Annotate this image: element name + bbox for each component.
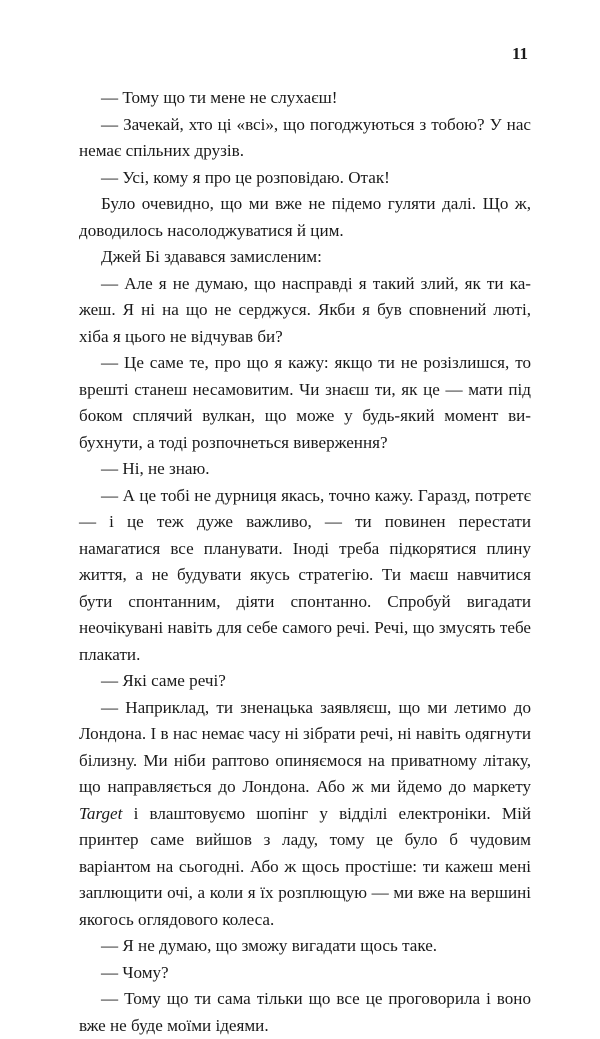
- page-number: 11: [511, 44, 528, 63]
- paragraph-4: Було очевидно, що ми вже не підемо гуляти далі. Що ж, доводилось насолоджуватися й цим.: [79, 194, 531, 240]
- paragraph-7: — Це саме те, про що я кажу: якщо ти не розізлишся, то врешті станеш несамовитим. Чи знаєш ти, як це — мати під боком сплячий вулкан, що може у будь-який момент вибухнути, а тоді розпочнеться виверження?: [79, 353, 531, 452]
- paragraph-10: — Які саме речі?: [101, 671, 226, 690]
- paragraph-13: — Чому?: [101, 962, 169, 982]
- paragraph-11-text-after: і влаштовуємо шопінг у відділі електроніки. Мій принтер саме вийшов з ладу, тому це було б чудовим варіантом на сьогодні. Або ж щось простіше: ти кажеш мені заплющити очі, а коли я їх розплющую — ми вже на вершині якогось оглядового колеса.: [79, 803, 531, 929]
- paragraph-6: — Але я не думаю, що насправді я такий злий, як ти кажеш. Я ні на що не серджуся. Якби я був сповнений люті, хіба я цього не відчував би?: [79, 273, 531, 346]
- paragraph-11-text-before: — Наприклад, ти зненацька заявляєш, що ми летимо до Лондона. І в нас немає часу ні зібрати речі, ні навіть одягнути білизну. Ми ніби раптово опиняємося на приватному літаку, що направляється до Лондона. Або ж ми йдемо до маркету: [79, 697, 531, 796]
- paragraph-14: — Тому що ти сама тільки що все це проговорила і воно вже не буде моїми ідеями.: [79, 989, 531, 1035]
- paragraph-11: [79, 695, 531, 934]
- paragraph-9: — А це тобі не дурниця якась, точно кажу. Гаразд, потретє — і це теж дуже важливо, — ти повинен перестати намагатися все планувати. Іноді треба підкорятися плину життя, а не будувати якусь стратегію. Ти маєш навчитися бути спонтанним, діяти спонтанно. Спробуй вигадати неочікувані навіть для себе самого речі. Речі, що змусять тебе плакати.: [79, 485, 531, 664]
- paragraph-8: — Ні, не знаю.: [101, 459, 210, 478]
- paragraph-1: — Тому що ти мене не слухаєш!: [101, 88, 338, 107]
- body-text: [79, 85, 531, 1039]
- paragraph-12: — Я не думаю, що зможу вигадати щось таке.: [101, 936, 438, 955]
- paragraph-3: — Усі, кому я про це розповідаю. Отак!: [101, 167, 390, 187]
- paragraph-5: Джей Бі здавався замисленим:: [101, 247, 322, 266]
- paragraph-11-italic-brand: Target: [79, 803, 123, 823]
- paragraph-2: — Зачекай, хто ці «всі», що погоджуються з тобою? У нас немає спільних друзів.: [79, 114, 531, 160]
